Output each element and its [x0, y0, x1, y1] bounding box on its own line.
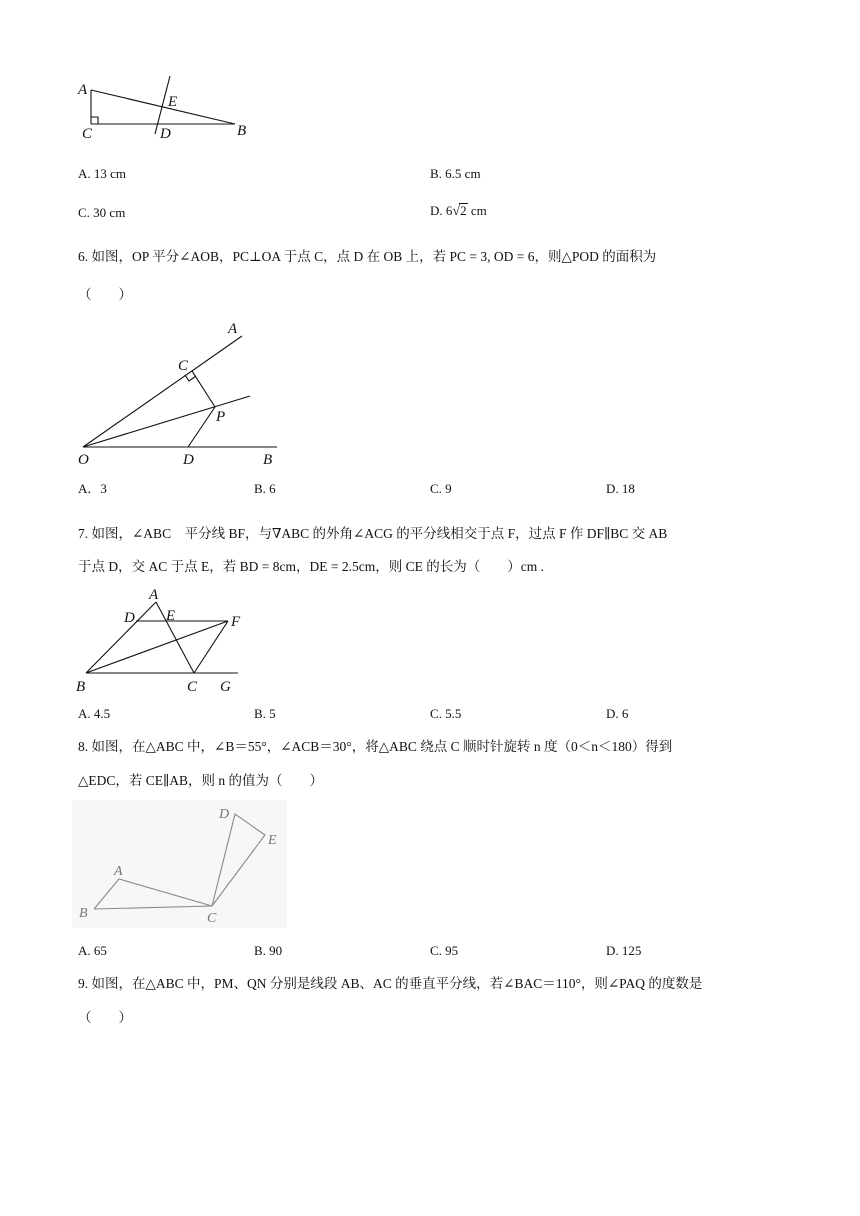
q6-option-c: C. 9 [430, 481, 452, 496]
q6-label-d: D [183, 452, 194, 468]
q7-option-b: B. 5 [254, 706, 276, 721]
q6-stem-line1: 6. 如图，OP 平分∠AOB，PC⊥OA 于点 C，点 D 在 OB 上，若 PC = 3, OD = 6，则△POD 的面积为 [78, 249, 657, 264]
q6-label-o: O [78, 452, 89, 468]
q7-label-f: F [231, 614, 241, 630]
q7-label-d: D [124, 610, 135, 626]
q5-option-d-unit: cm [467, 203, 487, 218]
q7-figure [70, 585, 270, 697]
q7-stem-line1: 7. 如图，∠ABC 平分线 BF，与∇ABC 的外角∠ACG 的平分线相交于点 F，过点 F 作 DF∥BC 交 AB [78, 526, 668, 541]
q8-option-a: A. 65 [78, 943, 107, 958]
q6-stem-line2: （ ） [78, 287, 132, 302]
q7-option-a: A. 4.5 [78, 706, 111, 721]
q8-label-c: C [207, 911, 217, 926]
q5-option-c: C. 30 cm [78, 205, 126, 220]
q6-label-b: B [263, 452, 273, 468]
q5-label-e: E [168, 94, 178, 110]
q8-label-a: A [114, 864, 123, 879]
q5-option-d-prefix: D. 6 [430, 203, 453, 218]
q6-figure [70, 318, 290, 468]
q8-label-e: E [268, 833, 277, 848]
q8-option-b: B. 90 [254, 943, 283, 958]
q8-label-b: B [79, 906, 88, 921]
q8-label-d: D [219, 807, 230, 822]
q8-figure [72, 800, 287, 928]
q7-label-c: C [187, 679, 198, 695]
q8-stem-line2: △EDC，若 CE∥AB，则 n 的值为（ ） [78, 773, 323, 788]
q7-label-b: B [76, 679, 86, 695]
q8-option-d: D. 125 [606, 943, 642, 958]
q5-label-b: B [237, 123, 247, 139]
q6-option-a: A．3 [78, 481, 107, 496]
q7-option-c: C. 5.5 [430, 706, 462, 721]
q6-option-d: D. 18 [606, 481, 635, 496]
q5-label-a: A [78, 82, 88, 98]
q8-option-c: C. 95 [430, 943, 459, 958]
q6-option-b: B. 6 [254, 481, 276, 496]
q6-label-p: P [216, 409, 226, 425]
q5-option-a: A. 13 cm [78, 166, 127, 181]
q7-stem-line2: 于点 D，交 AC 于点 E，若 BD = 8cm，DE = 2.5cm，则 CE 的长为（ ）cm . [78, 559, 544, 574]
q5-figure [70, 70, 260, 145]
q8-stem-line1: 8. 如图，在△ABC 中，∠B＝55°，∠ACB＝30°，将△ABC 绕点 C 顺时针旋转 n 度（0＜n＜180）得到 [78, 739, 673, 754]
q7-option-d: D. 6 [606, 706, 629, 721]
q9-stem-line2: （ ） [78, 1010, 132, 1025]
q7-label-a: A [149, 587, 159, 603]
q6-label-c: C [178, 358, 189, 374]
q5-option-b: B. 6.5 cm [430, 166, 481, 181]
q7-label-g: G [220, 679, 231, 695]
q9-stem-line1: 9. 如图，在△ABC 中，PM、QN 分别是线段 AB、AC 的垂直平分线，若∠BAC＝110°，则∠PAQ 的度数是 [78, 976, 703, 991]
q7-label-e: E [166, 608, 176, 624]
q6-label-a: A [228, 321, 238, 337]
q5-label-d: D [160, 126, 171, 142]
q5-label-c: C [82, 126, 93, 142]
q5-option-d-radicand: 2 [460, 203, 467, 218]
q5-option-d: D. 6√2 cm [430, 203, 487, 219]
